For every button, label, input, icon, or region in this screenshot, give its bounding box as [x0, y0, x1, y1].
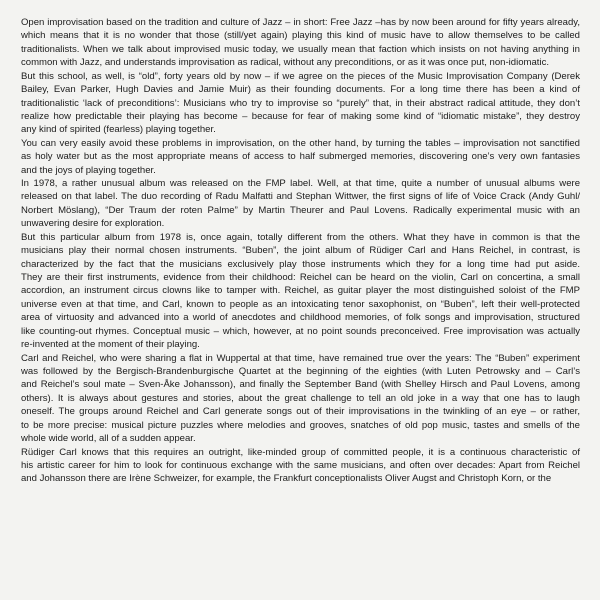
- text-line: characterized by the fact that the musicians exclusively play those instruments which they for a long time had put aside.: [21, 258, 580, 270]
- paragraph: [21, 70, 580, 137]
- text-line: traditionalistic ‘lack of preconditions’: Musicians who try to improvise so “purely” that, in their abstract radical attitude, they don’t: [21, 97, 580, 109]
- text-line: You can very easily avoid these problems in improvisation, on the other hand, by turning the tables – improvisation not sanctified: [21, 137, 580, 149]
- text-line: whole wide world, all of a sudden appear.: [21, 433, 196, 445]
- text-line: like counting-out rhymes. Conceptual music – which, however, at no point sounds preconceived. Free improvisation was actually: [21, 325, 580, 337]
- text-line: re-invented at the moment of their playing.: [21, 339, 200, 351]
- paragraph: [21, 446, 580, 486]
- text-line: any kind of spirited (fearless) playing together.: [21, 124, 216, 136]
- text-line: to be more precise: musical picture puzzles where melodies and grooves, snatches of old pop music, tastes and smells of the: [21, 419, 580, 431]
- text-body: [21, 16, 580, 486]
- text-line: his artistic career for him to look for continuous exchange with the same musicians, and often over decades: Apart from Reichel: [21, 459, 580, 471]
- text-line: Norbert Möslang), “Der Traum der roten Palme” by Martin Theurer and Paul Lovens. Radically experimental music with an: [21, 204, 580, 216]
- text-line: Bailey, Evan Parker, Hugh Davies and Jamie Muir) as their founding documents. For a long time there has been a kind of: [21, 84, 580, 96]
- text-line: universe even at that time, and Carl, known to people as an intoxicating tenor saxophonist, on “Buben”, left their well-protected: [21, 298, 580, 310]
- text-line: Open improvisation based on the tradition and culture of Jazz – in short: Free Jazz –has by now been around for fifty years already,: [21, 17, 580, 28]
- text-line: traditionalists. When we talk about improvised music today, we usually mean that faction which insists on not having anything in: [21, 43, 580, 55]
- text-line: But this particular album from 1978 is, once again, totally different from the others. What they have in common is that the: [21, 231, 580, 243]
- text-line: others). It is always about gestures and stories, about the great challenge to tell an old joke in a way that one has to laugh: [21, 392, 580, 404]
- text-line: released on that label. The duo recording of Radu Malfatti and Stephan Wittwer, the first signs of life of Voice Crack (Andy Guhl/: [21, 191, 580, 203]
- text-line: and the joys of playing together.: [21, 164, 156, 176]
- text-line: area of virtuosity and advanced into a world of anecdotes and childhood memories, of folk songs and improvisation, structured: [21, 312, 580, 324]
- paragraph: [21, 177, 580, 231]
- paragraph: [21, 231, 580, 352]
- text-line: Carl and Reichel, who were sharing a flat in Wuppertal at that time, have remained true over the years: The “Buben” experiment: [21, 352, 580, 364]
- text-line: They are their first instruments, evidence from their childhood: Reichel can be heard on the violin, Carl on concertina, a small: [21, 272, 580, 284]
- text-line: as holy water but as the most appropriate means of access to half submerged memories, discovering one’s very own fantasies: [21, 151, 580, 163]
- paragraph: [21, 352, 580, 446]
- paragraph: [21, 16, 580, 70]
- text-line: realize how predictable their playing has become – because for fear of making some kind of “idiomatic mistake”, they destroy: [21, 110, 580, 122]
- text-line: oneself. The groups around Reichel and Carl generate songs out of their improvisations in the twinkling of an eye – or rather,: [21, 406, 580, 418]
- text-line: Rüdiger Carl knows that this requires an outright, like-minded group of committed people, it is a continuous characteristic of: [21, 446, 580, 458]
- text-line: and Johansson there are Irène Schweizer, for example, the Frankfurt conceptionalists Oliver Augst and Christoph Korn, or the: [21, 473, 552, 485]
- text-line: musicians play their normal chosen instruments. “Buben”, the joint album of Rüdiger Carl and Hans Reichel, in contrast, is: [21, 245, 580, 257]
- paragraph: [21, 137, 580, 177]
- text-line: unwavering desire for exploration.: [21, 218, 165, 230]
- text-line: and Reichel’s soul mate – Sven-Åke Johansson), and finally the September Band (with Shelley Hirsch and Paul Lovens, among: [21, 379, 580, 391]
- text-line: which means that it is no wonder that those (still/yet again) playing this kind of music have to allow themselves to be called: [21, 30, 580, 42]
- text-line: In 1978, a rather unusual album was released on the FMP label. Well, at that time, quite a number of unusual albums were: [21, 178, 580, 190]
- text-line: common with Jazz, and understands improvisation as radical, without any preconditions, or as it was once put, non-idiomatic.: [21, 57, 549, 69]
- text-line: accordion, an instrument circus clowns like to tamper with. Reichel, as guitar player the most distinguished soloist of the FMP: [21, 285, 580, 297]
- text-line: But this school, as well, is “old”, forty years old by now – if we agree on the pieces of the Music Improvisation Company (Derek: [21, 70, 580, 82]
- text-line: was followed by the Bergisch-Brandenburgische Quartet at the beginning of the eighties (with Luten Petrowsky and – Carl’s: [21, 365, 580, 377]
